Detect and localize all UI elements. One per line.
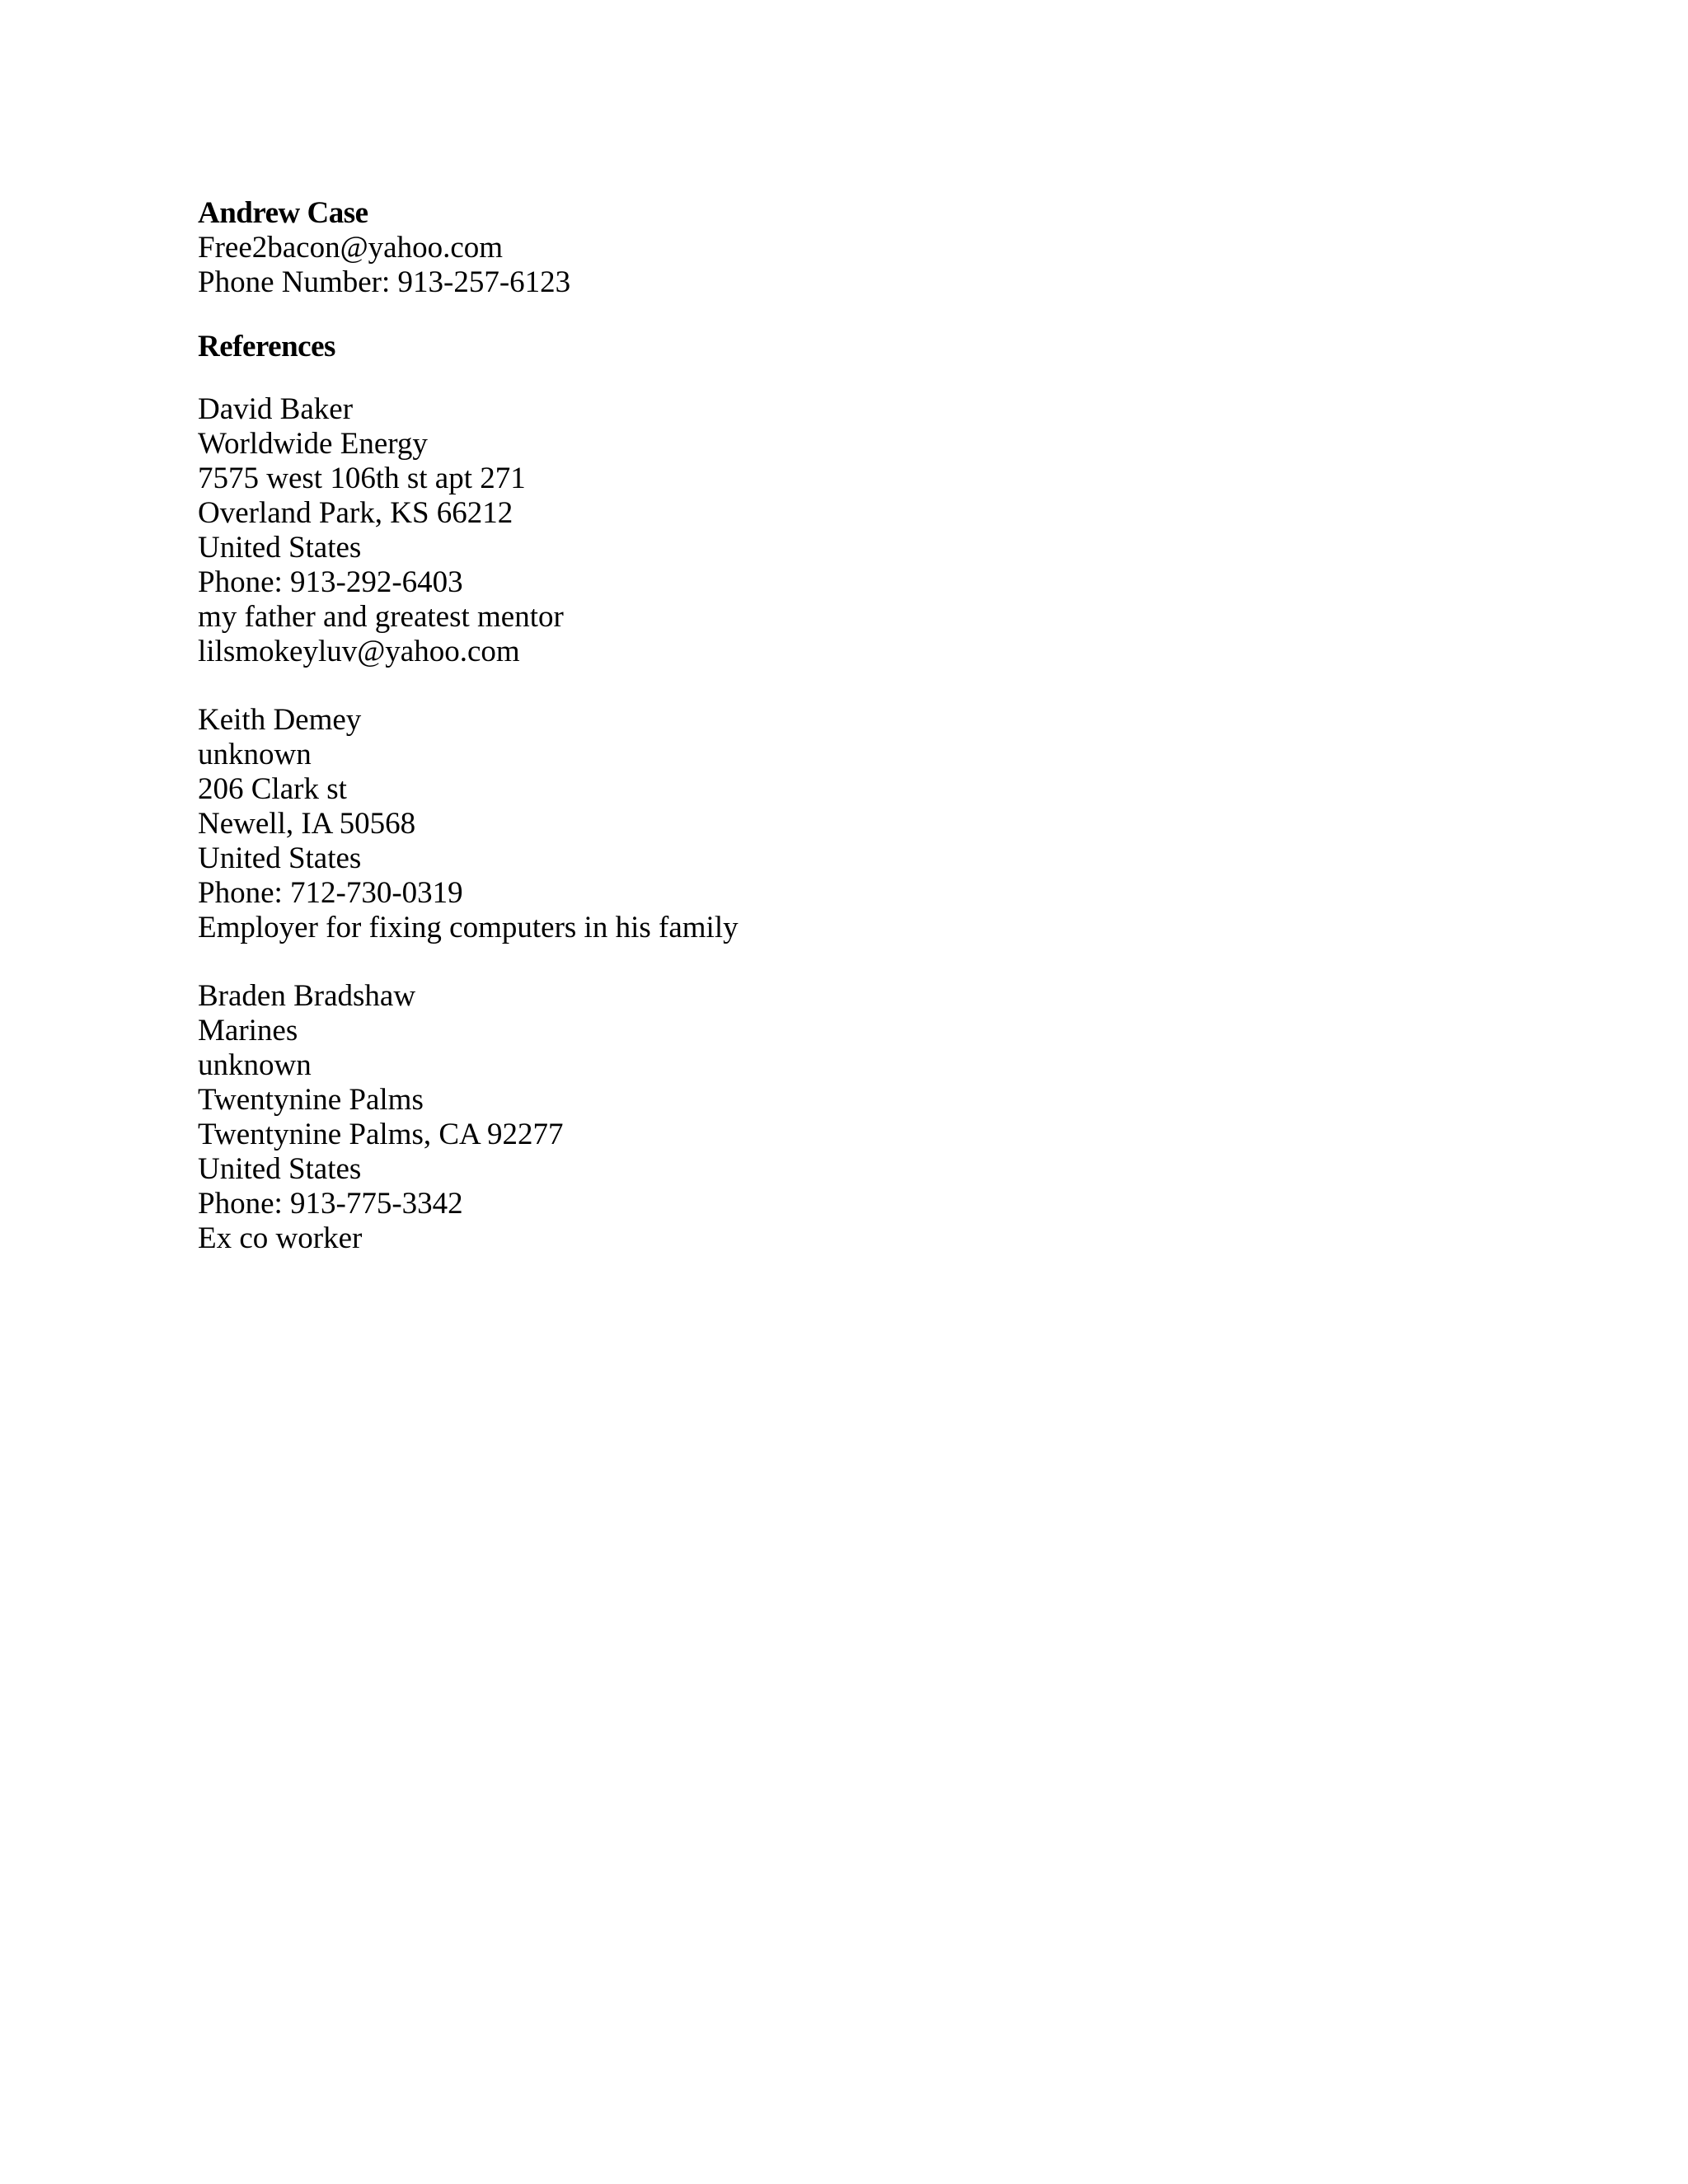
reference-entry-1 (198, 392, 1517, 669)
reference-phone: Phone: 913-292-6403 (198, 565, 463, 599)
reference-country: United States (198, 1152, 362, 1186)
reference-entry-3 (198, 979, 1517, 1256)
reference-relationship: Ex co worker (198, 1221, 363, 1255)
reference-company: Marines (198, 1014, 298, 1047)
reference-phone: Phone: 913-775-3342 (198, 1187, 463, 1221)
reference-city-state-zip: Newell, IA 50568 (198, 807, 416, 841)
reference-name: Keith Demey (198, 703, 362, 737)
references-heading-block (198, 330, 1517, 364)
reference-name: Braden Bradshaw (198, 979, 416, 1013)
references-heading: References (198, 330, 335, 363)
reference-company: Worldwide Energy (198, 427, 428, 461)
applicant-name: Andrew Case (198, 196, 368, 230)
reference-email: lilsmokeyluv@yahoo.com (198, 635, 520, 668)
reference-entry-2 (198, 703, 1517, 945)
reference-street: 7575 west 106th st apt 271 (198, 462, 526, 495)
reference-country: United States (198, 531, 362, 565)
applicant-phone: Phone Number: 913-257-6123 (198, 265, 571, 299)
reference-city-state-zip: Twentynine Palms, CA 92277 (198, 1118, 564, 1151)
reference-relationship: my father and greatest mentor (198, 600, 564, 634)
reference-street: unknown (198, 1048, 312, 1082)
reference-city-state-zip: Overland Park, KS 66212 (198, 496, 513, 530)
reference-company: unknown (198, 738, 312, 771)
reference-relationship: Employer for fixing computers in his family (198, 911, 738, 944)
reference-name: David Baker (198, 392, 354, 426)
reference-city: Twentynine Palms (198, 1083, 424, 1117)
document-content (198, 196, 1517, 1290)
reference-street: 206 Clark st (198, 772, 347, 806)
reference-phone: Phone: 712-730-0319 (198, 876, 463, 910)
reference-country: United States (198, 841, 362, 875)
applicant-email: Free2bacon@yahoo.com (198, 231, 504, 265)
contact-header (198, 196, 1517, 300)
